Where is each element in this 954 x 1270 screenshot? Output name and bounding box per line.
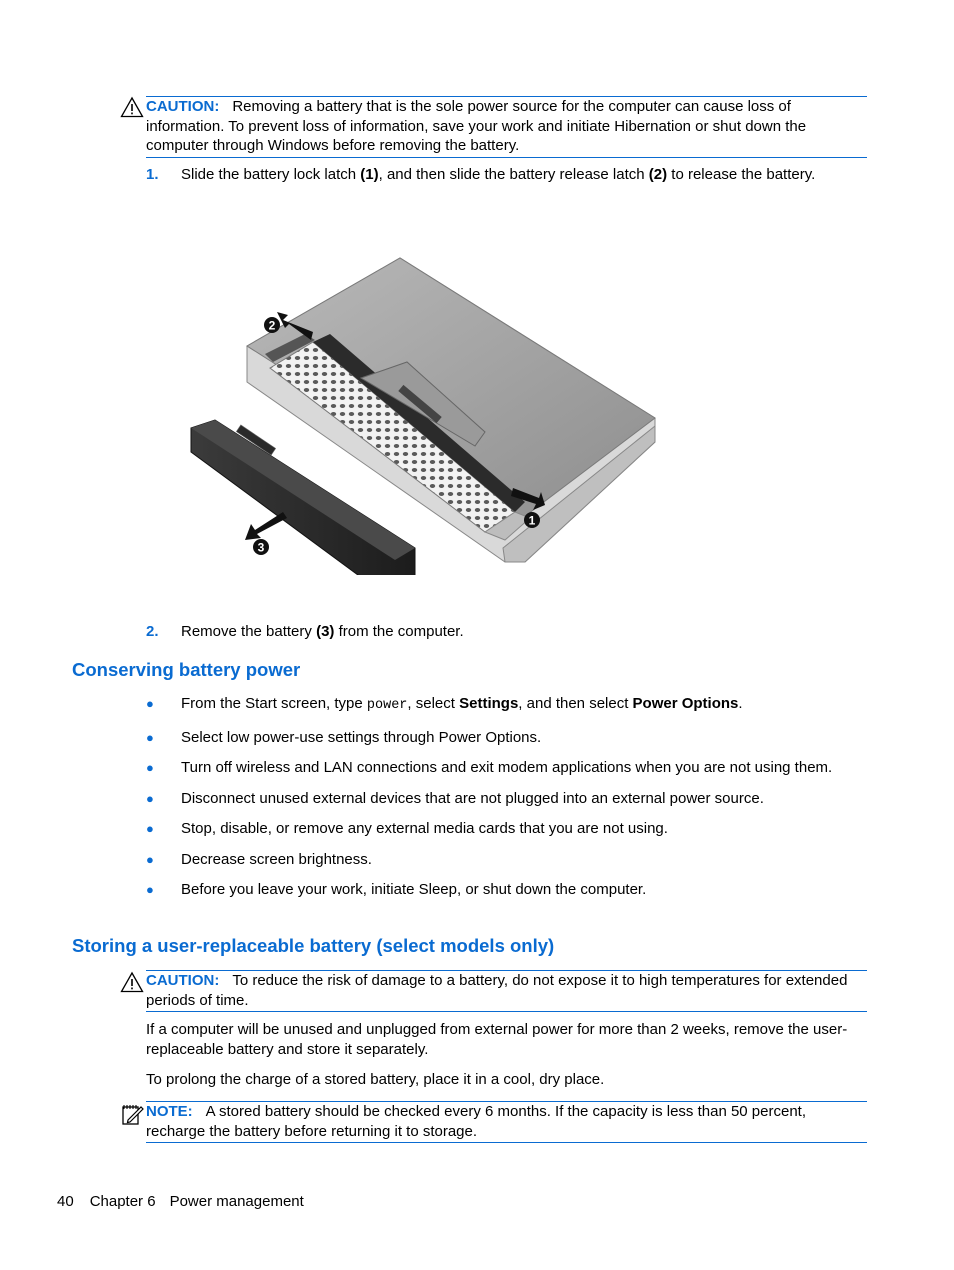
warning-icon bbox=[120, 96, 144, 118]
warning-icon bbox=[120, 971, 144, 993]
section-heading-storing: Storing a user-replaceable battery (select models only) bbox=[72, 935, 555, 956]
note-icon bbox=[120, 1102, 144, 1126]
step-text: Slide the battery lock latch (1), and then slide the battery release latch (2) to release the battery. bbox=[181, 166, 816, 183]
step-text: Remove the battery (3) from the computer. bbox=[181, 623, 464, 640]
storage-paragraph: If a computer will be unused and unplugged from external power for more than 2 weeks, remove the user-replaceable battery and store it separately. bbox=[146, 1021, 848, 1058]
battery-removal-illustration bbox=[185, 250, 665, 575]
list-item: ● Disconnect unused external devices that are not plugged into an external power source. bbox=[146, 789, 764, 807]
list-item: ● Decrease screen brightness. bbox=[146, 850, 372, 868]
list-item: ● Before you leave your work, initiate Sleep, or shut down the computer. bbox=[146, 881, 647, 898]
bullet-icon: ● bbox=[146, 696, 154, 711]
note-text: A stored battery should be checked every 6 months. If the capacity is less than 50 percent, recharge the battery before returning it to storage. bbox=[146, 1103, 807, 1140]
step-number: 2. bbox=[146, 623, 159, 640]
callout-3: 3 bbox=[257, 540, 265, 555]
bullet-icon: ● bbox=[146, 821, 154, 836]
bullet-icon: ● bbox=[146, 851, 154, 867]
list-item: ● Stop, disable, or remove any external media cards that you are not using. bbox=[146, 820, 668, 837]
caution-label: CAUTION: bbox=[146, 98, 220, 115]
note-callout bbox=[146, 1101, 867, 1143]
callout-1: 1 bbox=[528, 513, 536, 528]
storage-paragraph: To prolong the charge of a stored battery, place it in a cool, dry place. bbox=[146, 1071, 605, 1088]
bullet-icon: ● bbox=[146, 729, 154, 745]
note-label: NOTE: bbox=[146, 1103, 193, 1120]
caution-callout bbox=[146, 970, 867, 1012]
chapter-title: Power management bbox=[169, 1193, 304, 1210]
caution-callout bbox=[146, 96, 867, 158]
caution-text: Removing a battery that is the sole power source for the computer can cause loss of information. To prevent loss of information, save your work and initiate Hibernation or shut down the computer through Windows before removing the battery. bbox=[146, 98, 807, 154]
list-item: ● From the Start screen, type power, select Settings, and then select Power Options. bbox=[146, 695, 743, 713]
list-item: ● Turn off wireless and LAN connections and exit modem applications when you are not using them. bbox=[146, 759, 833, 776]
conserving-list bbox=[146, 694, 866, 900]
step-number: 1. bbox=[146, 166, 159, 183]
page-footer bbox=[57, 1192, 304, 1212]
caution-label: CAUTION: bbox=[146, 972, 220, 989]
bullet-icon: ● bbox=[146, 882, 154, 897]
caution-text: To reduce the risk of damage to a battery, do not expose it to high temperatures for extended periods of time. bbox=[146, 972, 848, 1009]
bullet-icon: ● bbox=[146, 760, 154, 775]
page-number: 40 bbox=[57, 1193, 74, 1210]
callout-2: 2 bbox=[268, 318, 276, 333]
section-heading-conserving: Conserving battery power bbox=[72, 659, 301, 680]
chapter-label: Chapter 6 bbox=[89, 1193, 156, 1210]
list-item: ● Select low power-use settings through Power Options. bbox=[146, 728, 542, 746]
bullet-icon: ● bbox=[146, 790, 154, 806]
